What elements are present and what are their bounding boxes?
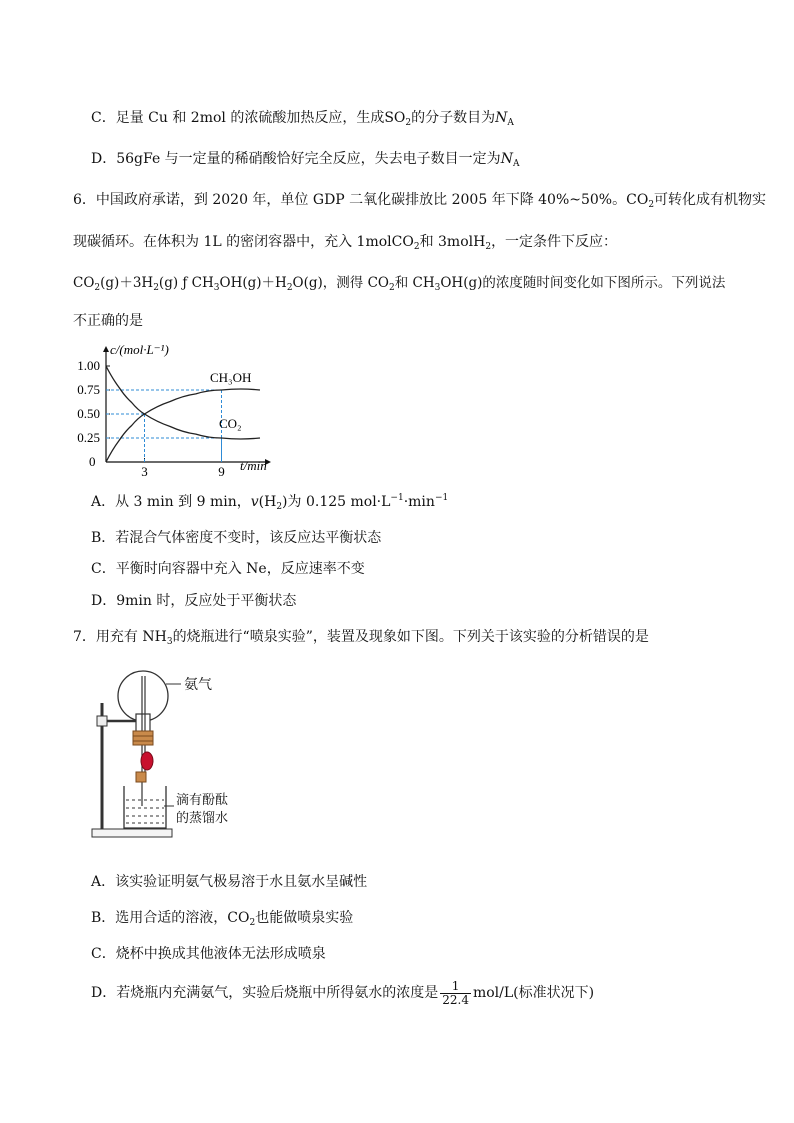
q7-option-a: A．该实验证明氨气极易溶于水且氨水呈碱性: [91, 874, 368, 890]
origin-label: 0: [89, 454, 96, 469]
text: 也能做喷泉实验: [255, 910, 354, 926]
text: 和 CH: [394, 275, 435, 291]
text: 7．用充有 NH: [73, 629, 167, 645]
q5-option-c-text: C．足量 Cu 和 2mol 的浓硫酸加热反应，生成: [91, 110, 385, 126]
rubber-stopper: [133, 731, 153, 745]
q7-option-d: [91, 978, 594, 1008]
subscript: 2: [286, 283, 293, 293]
text: (g)＋3H: [100, 275, 154, 291]
subscript: 2: [413, 242, 420, 252]
subscript: A: [512, 159, 520, 169]
fraction-denominator: 22.4: [442, 992, 469, 1007]
stand-base: [92, 829, 172, 837]
chart-layer: [77, 342, 271, 478]
subscript: 3: [213, 283, 220, 293]
avogadro-symbol: N: [495, 110, 508, 126]
text: 的烧瓶进行“喷泉实验”，装置及现象如下图。下列关于该实验的分析错误的是: [172, 629, 649, 645]
text: OH(g)的浓度随时间变化如下图所示。下列说法: [440, 275, 726, 291]
y-tick-label: 0.75: [77, 382, 100, 397]
q7-option-b: [91, 908, 353, 928]
q6-option-a: [91, 492, 448, 512]
water-label-line2: 的蒸馏水: [176, 811, 229, 826]
subscript: 2: [249, 918, 256, 928]
superscript: −1: [434, 493, 449, 503]
concentration-time-chart: [64, 338, 294, 478]
text: O(g)，测得 CO: [292, 275, 389, 291]
x-tick-label: 3: [141, 464, 148, 478]
subscript: 2: [388, 283, 395, 293]
q6-option-c: C．平衡时向容器中充入 Ne，反应速率不变: [91, 561, 365, 577]
x-axis-label: t/min: [240, 458, 267, 473]
subscript: 2: [153, 283, 159, 293]
subscript: 3: [434, 283, 441, 293]
subscript: 2: [485, 242, 492, 252]
text: A．从 3 min 到 9 min，: [91, 494, 251, 510]
clamp-boss: [97, 716, 107, 726]
text: ·min: [403, 494, 435, 510]
text: D．若烧瓶内充满氨气，实验后烧瓶中所得氨水的浓度是: [91, 985, 439, 1001]
dropper-bulb: [141, 752, 153, 770]
water-label-line1: 滴有酚酞: [176, 793, 229, 808]
subscript: 2: [276, 502, 283, 512]
beaker: [124, 786, 166, 828]
q6-stem-line2: [73, 232, 617, 252]
q7-stem: [73, 627, 649, 647]
text: (H: [258, 494, 277, 510]
q7-option-c: C．烧杯中换成其他液体无法形成喷泉: [91, 946, 326, 962]
q5-option-d-text: D．56gFe 与一定量的稀硝酸恰好完全反应，失去电子数目一定为: [91, 151, 501, 167]
text: 6．中国政府承诺，到 2020 年，单位 GDP 二氧化碳排放比 2005 年下降 40%~50%。CO: [73, 192, 649, 208]
text: 可转化成有机物实: [654, 192, 767, 208]
fraction-numerator: 1: [440, 980, 471, 994]
fraction: [440, 980, 471, 1007]
avogadro-symbol: N: [500, 151, 513, 167]
text: (g) ƒ CH: [158, 275, 214, 291]
water: [126, 800, 164, 823]
q5-option-c: [91, 108, 514, 128]
so2-formula: SO: [384, 110, 406, 126]
text: 和 3molH: [419, 234, 486, 250]
subscript: 3: [166, 637, 173, 647]
text: mol/L(标准状况下): [472, 985, 595, 1001]
subscript: 2: [648, 200, 655, 210]
subscript: 2: [94, 283, 101, 293]
y-axis-label: c/(mol·L⁻¹): [110, 342, 169, 357]
y-tick-label: 1.00: [77, 358, 100, 373]
q6-stem-line4: 不正确的是: [73, 313, 143, 329]
series-label-co2: CO₂: [219, 416, 242, 431]
q6-option-d: D．9min 时，反应处于平衡状态: [91, 593, 297, 609]
superscript: −1: [390, 493, 404, 503]
y-axis-arrow: [103, 346, 109, 352]
rate-symbol: v: [250, 494, 259, 510]
q5-option-c-text2: 的分子数目为: [411, 110, 496, 126]
q6-stem-line1: [73, 190, 766, 210]
text: )为 0.125 mol·L: [282, 494, 391, 510]
pinch-clamp: [136, 772, 146, 782]
q5-option-d: [91, 149, 519, 169]
q6-option-b: B．若混合气体密度不变时，该反应达平衡状态: [91, 530, 382, 546]
text: ，一定条件下反应：: [491, 234, 618, 250]
subscript: A: [507, 118, 514, 128]
text: 现碳循环。在体积为 1L 的密闭容器中，充入 1molCO: [73, 234, 414, 250]
text: B．选用合适的溶液，CO: [91, 910, 250, 926]
text: CO: [73, 275, 95, 291]
q6-equation-line: [73, 273, 725, 293]
x-tick-label: 9: [218, 464, 225, 478]
series-label-ch3oh: CH₃OH: [210, 370, 252, 385]
y-tick-label: 0.50: [77, 406, 100, 421]
ammonia-gas-label: 氨气: [184, 677, 212, 693]
subscript: 2: [405, 118, 412, 128]
y-tick-label: 0.25: [77, 430, 100, 445]
text: OH(g)＋H: [219, 275, 287, 291]
